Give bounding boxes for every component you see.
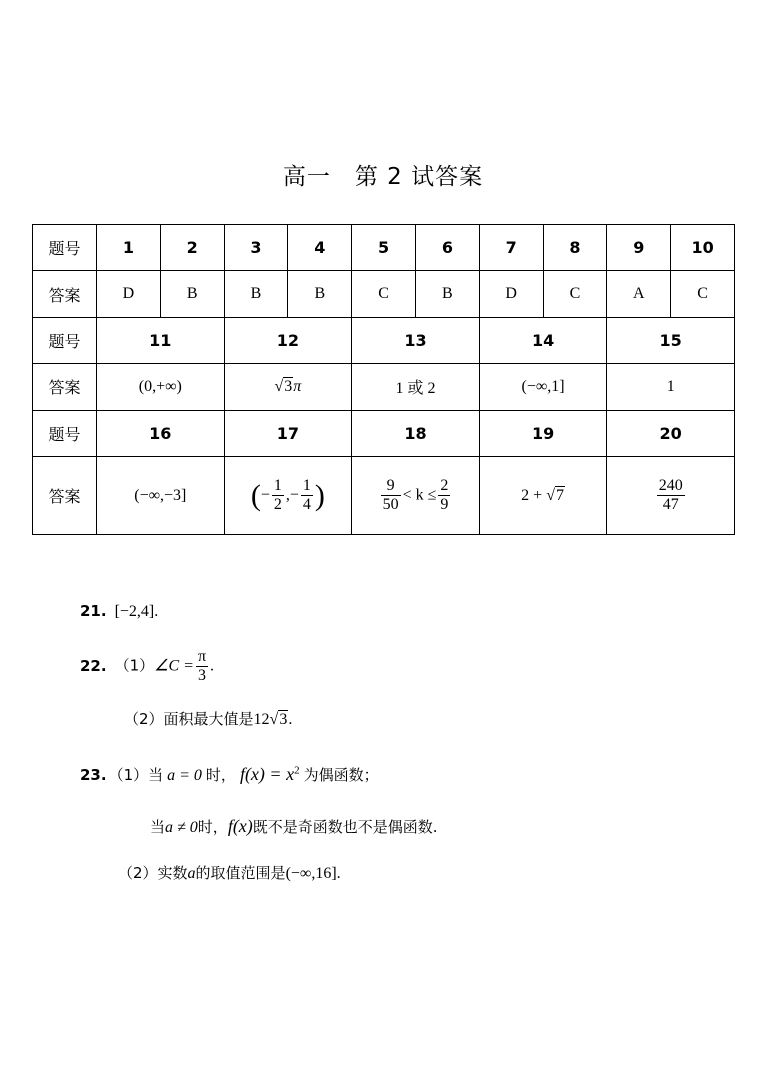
row-header-question: 题号 [33,225,97,271]
answer-18 [352,457,480,535]
answer-13: 1 或 2 [352,364,480,410]
sqrt-sign: √7 [546,486,564,504]
page-title: 高一 第 2 试答案 [282,164,484,190]
pi-symbol: π [293,377,302,395]
mc-answer-5: C [352,271,416,317]
answer-table [32,224,735,535]
row-header-answer: 答案 [33,271,97,317]
answer-17: (− $\frac{1}{2}$ ,− $\frac{1}{4}$ ) [224,457,352,535]
fill-number-11: 11 [97,317,225,363]
radicand: 3 [284,377,293,395]
radicand: 3 [279,711,288,728]
row-header-question: 题号 [33,317,97,363]
mc-number-7: 7 [479,225,543,271]
sqrt-sign: √3 [269,711,288,728]
mc-answer-9: A [607,271,671,317]
table-row-fill-numbers-2 [33,410,735,456]
angle-expression: ∠C = [154,657,194,675]
row-header-question: 题号 [33,410,97,456]
fill-number-16: 16 [97,410,225,456]
answer-text: [−2,4]. [114,603,159,620]
row-header-answer: 答案 [33,457,97,535]
fill-number-20: 20 [607,410,735,456]
answer-20 [607,457,735,535]
answer-11: (0,+∞) [97,364,225,410]
fill-number-12: 12 [224,317,352,363]
solution-23-part-2: （2）实数a的取值范围是(−∞,16]. [118,864,341,882]
mc-number-4: 4 [288,225,352,271]
fill-number-17: 17 [224,410,352,456]
mc-answer-4: B [288,271,352,317]
fraction: $\frac{9}{50}$ [382,476,399,513]
table-row-fill-answers-1 [33,364,735,410]
mc-number-9: 9 [607,225,671,271]
part-label: （2）面积最大值是 [124,710,254,728]
inequality: < k ≤ [402,486,437,504]
row-header-answer: 答案 [33,364,97,410]
fill-number-18: 18 [352,410,480,456]
mc-number-8: 8 [543,225,607,271]
question-number: 22. [80,656,107,675]
sqrt-sign: √3 [274,377,293,395]
mc-answer-3: B [224,271,288,317]
function-expression: f(x) = x [239,764,295,784]
mc-answer-8: C [543,271,607,317]
mc-number-10: 10 [671,225,735,271]
mc-number-1: 1 [97,225,161,271]
function-expression: f(x) [227,816,253,836]
solution-22-part-2: （2）面积最大值是12√3. [124,710,293,728]
fraction: $\frac{1}{4}$ [302,476,311,513]
answer-16: (−∞,−3] [97,457,225,535]
fill-number-15: 15 [607,317,735,363]
mc-number-6: 6 [415,225,479,271]
fraction: $\frac{2}{9}$ [440,476,449,513]
fill-number-13: 13 [352,317,480,363]
answer-15: 1 [607,364,735,410]
right-paren: ) [314,478,325,512]
mc-number-2: 2 [160,225,224,271]
mc-answer-6: B [415,271,479,317]
solution-22-part-1: 22. （1）∠C = $\frac{\pi}{3}$ . [80,648,215,685]
solution-23-part-1: 23. （1）当 a = 0 时， $f(x) = x^2$ 为偶函数； [80,764,379,784]
table-row-mc-numbers [33,225,735,271]
fraction: $\frac{1}{2}$ [273,476,282,513]
answer-value: 12 [253,711,270,728]
solution-23-case-2: 当a ≠ 0时，f(x)既不是奇函数也不是偶函数. [150,816,438,836]
range-answer: (−∞,16]. [285,865,341,882]
table-row-fill-numbers-1 [33,317,735,363]
radicand: 7 [555,486,564,504]
answer-12 [224,364,352,410]
mc-answer-2: B [160,271,224,317]
part-label: （1） [114,656,155,675]
answer-14: (−∞,1] [479,364,607,410]
question-number: 21. [80,602,107,620]
solution-21 [80,602,158,621]
left-paren: ( [250,478,261,512]
table-row-mc-answers [33,271,735,317]
fill-number-14: 14 [479,317,607,363]
question-number: 23. [80,766,107,784]
mc-number-3: 3 [224,225,288,271]
mc-answer-7: D [479,271,543,317]
fraction: $\frac{\pi}{3}$ [197,648,207,685]
table-row-fill-answers-2 [33,457,735,535]
fraction: $\frac{240}{47}$ [658,476,683,513]
fill-number-19: 19 [479,410,607,456]
mc-number-5: 5 [352,225,416,271]
mc-answer-10: C [671,271,735,317]
answer-19: 2 + √7 [479,457,607,535]
mc-answer-1: D [97,271,161,317]
